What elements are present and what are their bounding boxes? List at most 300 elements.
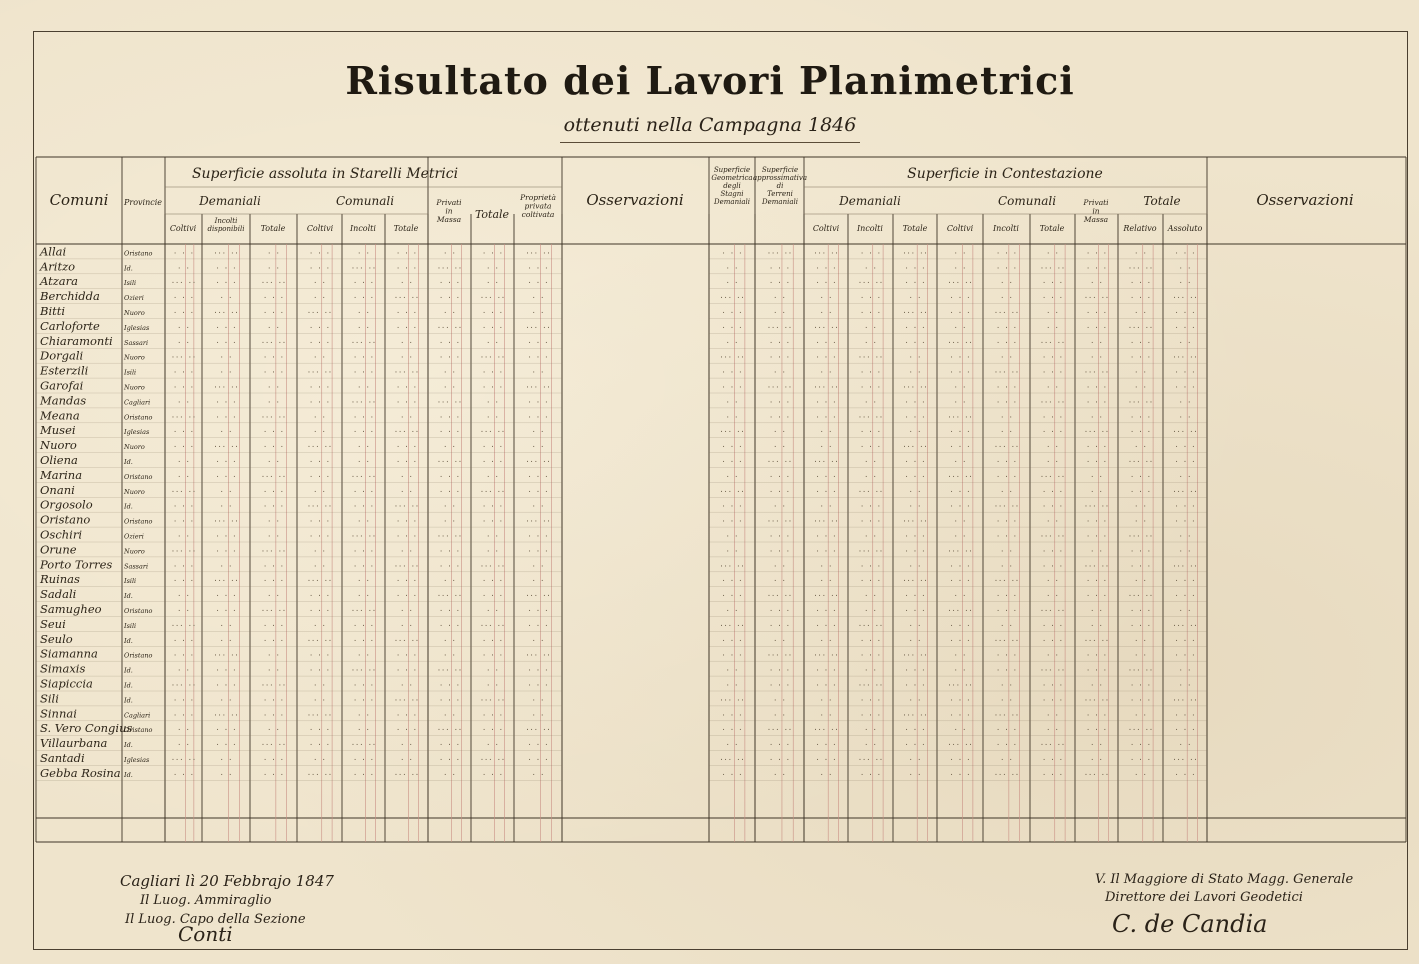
cell-mark: · · · bbox=[995, 249, 1018, 258]
cell-mark: · · · bbox=[215, 279, 237, 288]
cell-mark: · · bbox=[864, 607, 877, 615]
cell-mark: · · bbox=[1090, 279, 1103, 288]
cell-mark: · · · bbox=[815, 547, 837, 556]
header-totale-r: Totale bbox=[1143, 194, 1181, 208]
cell-mark: ··· ·· bbox=[1083, 636, 1110, 645]
row-comune: Orune bbox=[40, 542, 77, 557]
header-colti-l-com: Coltivi bbox=[306, 224, 334, 233]
cell-mark: ··· ·· bbox=[350, 666, 377, 675]
cell-mark: · · bbox=[1134, 502, 1147, 511]
cell-mark: ··· ·· bbox=[947, 279, 973, 288]
cell-mark: · · · bbox=[815, 279, 837, 288]
cell-mark: · · · bbox=[1041, 353, 1064, 362]
cell-mark: · · · bbox=[352, 487, 375, 496]
cell-mark: · · · bbox=[308, 458, 331, 466]
cell-mark: · · bbox=[819, 770, 833, 779]
cell-mark: ··· ·· bbox=[436, 726, 463, 735]
cell-mark: · · bbox=[1000, 294, 1013, 303]
cell-mark: · · bbox=[443, 651, 456, 660]
cell-mark: · · · bbox=[308, 472, 331, 481]
cell-mark: · · · bbox=[904, 666, 926, 675]
cell-mark: ··· ·· bbox=[857, 547, 884, 556]
cell-mark: · · · bbox=[815, 398, 837, 407]
cell-mark: · · · bbox=[262, 577, 285, 586]
cell-mark: · · · bbox=[527, 264, 549, 273]
cell-mark: · · bbox=[1000, 353, 1013, 362]
cell-mark: ··· ·· bbox=[902, 383, 928, 392]
header-privati-r-0: Privati bbox=[1083, 198, 1109, 207]
cell-mark: · · · bbox=[1174, 636, 1196, 645]
cell-mark: · · · bbox=[172, 443, 195, 452]
cell-mark: ··· ·· bbox=[393, 696, 420, 705]
cell-mark: · · bbox=[953, 517, 967, 526]
cell-mark: · · · bbox=[768, 398, 791, 407]
cell-mark: · · bbox=[219, 756, 233, 764]
cell-mark: ··· ·· bbox=[902, 249, 928, 258]
cell-mark: ··· ·· bbox=[525, 726, 551, 735]
cell-mark: · · · bbox=[215, 607, 237, 615]
cell-mark: · · bbox=[864, 323, 877, 332]
cell-mark: · · bbox=[357, 443, 370, 452]
cell-mark: · · · bbox=[995, 472, 1018, 481]
cell-mark: ··· ·· bbox=[766, 323, 793, 332]
right-signature: C. de Candia bbox=[1112, 910, 1268, 938]
cell-mark: · · · bbox=[1041, 696, 1064, 705]
cell-mark: · · · bbox=[395, 517, 418, 526]
cell-mark: ··· ·· bbox=[719, 428, 745, 437]
cell-mark: · · · bbox=[215, 413, 237, 422]
cell-mark: · · · bbox=[438, 607, 461, 615]
cell-mark: · · bbox=[443, 309, 456, 317]
cell-mark: ··· ·· bbox=[306, 502, 333, 511]
cell-mark: · · bbox=[773, 443, 786, 452]
header-totale-l-dem: Totale bbox=[260, 224, 286, 233]
cell-mark: · · bbox=[313, 487, 326, 496]
header-incolti-disp-0: Incolti bbox=[214, 217, 238, 225]
cell-mark: · · bbox=[177, 592, 190, 601]
cell-mark: · · · bbox=[352, 636, 375, 645]
cell-mark: · · bbox=[1178, 547, 1192, 556]
cell-mark: · · · bbox=[395, 651, 418, 660]
cell-mark: · · · bbox=[721, 726, 743, 735]
header-privati-l-1: in bbox=[445, 206, 453, 216]
cell-mark: ··· ·· bbox=[766, 517, 793, 526]
cell-mark: · · · bbox=[949, 309, 971, 317]
cell-mark: · · · bbox=[949, 756, 971, 764]
cell-mark: ··· ·· bbox=[813, 726, 839, 735]
cell-mark: · · · bbox=[352, 368, 375, 377]
cell-mark: ··· ·· bbox=[525, 651, 551, 660]
row-comune: Samugheo bbox=[40, 602, 102, 616]
cell-mark: · · · bbox=[172, 770, 195, 779]
row-provincia: Id. bbox=[124, 592, 133, 601]
cell-mark: · · · bbox=[527, 621, 549, 630]
cell-mark: ··· ·· bbox=[719, 562, 745, 571]
row-comune: Ruinas bbox=[40, 572, 80, 587]
cell-mark: · · bbox=[908, 756, 922, 764]
cell-mark: · · · bbox=[262, 487, 285, 496]
cell-mark: · · · bbox=[1174, 368, 1196, 377]
cell-mark: · · · bbox=[308, 532, 331, 541]
cell-mark: ··· ·· bbox=[813, 323, 839, 332]
cell-mark: · · · bbox=[352, 681, 375, 690]
cell-mark: ··· ·· bbox=[1172, 621, 1198, 630]
header-sup-geom-2: degli bbox=[723, 182, 741, 190]
cell-mark: · · bbox=[773, 770, 786, 779]
cell-mark: ··· ·· bbox=[766, 651, 793, 660]
row-provincia: Oristano bbox=[124, 413, 153, 422]
cell-mark: · · · bbox=[1085, 651, 1108, 660]
cell-mark: ··· ·· bbox=[213, 383, 239, 392]
cell-mark: · · bbox=[486, 666, 499, 675]
cell-mark: · · bbox=[773, 428, 786, 437]
cell-mark: ··· ·· bbox=[525, 517, 551, 526]
cell-mark: ··· ·· bbox=[479, 621, 506, 630]
cell-mark: · · · bbox=[721, 323, 743, 332]
cell-mark: ··· ·· bbox=[525, 458, 551, 466]
cell-mark: · · · bbox=[815, 413, 837, 422]
cell-mark: · · · bbox=[481, 323, 504, 332]
cell-mark: ··· ·· bbox=[350, 607, 377, 615]
cell-mark: · · · bbox=[1041, 547, 1064, 556]
cell-mark: ··· ·· bbox=[857, 681, 884, 690]
cell-mark: · · bbox=[773, 577, 786, 586]
cell-mark: ··· ·· bbox=[993, 443, 1020, 452]
cell-mark: · · bbox=[357, 309, 370, 317]
cell-mark: · · · bbox=[949, 577, 971, 586]
cell-mark: · · · bbox=[1041, 413, 1064, 422]
cell-mark: · · bbox=[864, 741, 877, 750]
cell-mark: · · bbox=[908, 487, 922, 496]
row-provincia: Id. bbox=[124, 696, 133, 705]
cell-mark: · · bbox=[313, 294, 326, 303]
cell-mark: · · · bbox=[815, 264, 837, 273]
cell-mark: · · bbox=[267, 726, 280, 735]
cell-mark: · · bbox=[486, 472, 499, 481]
cell-mark: ··· ·· bbox=[525, 249, 551, 258]
cell-mark: · · bbox=[725, 472, 739, 481]
cell-mark: · · · bbox=[1129, 472, 1152, 481]
cell-mark: · · bbox=[219, 562, 233, 571]
cell-mark: ··· ·· bbox=[813, 651, 839, 660]
cell-mark: ··· ·· bbox=[436, 592, 463, 601]
cell-mark: · · · bbox=[721, 502, 743, 511]
cell-mark: · · bbox=[1178, 681, 1192, 690]
document-title: Risultato dei Lavori Planimetrici bbox=[345, 58, 1075, 103]
cell-mark: ··· ·· bbox=[170, 487, 197, 496]
row-provincia: Nuoro bbox=[124, 547, 145, 556]
cell-mark: · · · bbox=[1085, 458, 1108, 466]
cell-mark: · · · bbox=[308, 264, 331, 273]
row-provincia: Oristano bbox=[124, 651, 153, 660]
cell-mark: ··· ·· bbox=[993, 711, 1020, 720]
cell-mark: ··· ·· bbox=[260, 741, 287, 750]
cell-mark: · · bbox=[531, 309, 545, 317]
cell-mark: · · bbox=[531, 294, 545, 303]
cell-mark: · · bbox=[864, 726, 877, 735]
cell-mark: · · bbox=[819, 636, 833, 645]
cell-mark: · · · bbox=[308, 338, 331, 347]
cell-mark: · · · bbox=[172, 651, 195, 660]
cell-mark: · · · bbox=[1085, 309, 1108, 317]
cell-mark: · · · bbox=[172, 294, 195, 303]
cell-mark: · · · bbox=[1174, 517, 1196, 526]
cell-mark: ··· ·· bbox=[766, 592, 793, 601]
cell-mark: ··· ·· bbox=[1127, 458, 1154, 466]
cell-mark: ··· ·· bbox=[213, 651, 239, 660]
cell-mark: · · · bbox=[721, 592, 743, 601]
cell-mark: · · bbox=[313, 681, 326, 690]
cell-mark: · · bbox=[177, 338, 190, 347]
cell-mark: · · · bbox=[527, 487, 549, 496]
cell-mark: · · bbox=[267, 249, 280, 258]
cell-mark: · · · bbox=[262, 770, 285, 779]
cell-mark: · · bbox=[443, 383, 456, 392]
cell-mark: ··· ·· bbox=[436, 532, 463, 541]
cell-mark: ··· ·· bbox=[436, 666, 463, 675]
cell-mark: ··· ·· bbox=[1083, 294, 1110, 303]
cell-mark: · · bbox=[819, 696, 833, 705]
cell-mark: · · bbox=[219, 428, 233, 437]
cell-mark: · · · bbox=[308, 517, 331, 526]
cell-mark: · · bbox=[953, 532, 967, 541]
row-comune: S. Vero Congius bbox=[40, 721, 133, 736]
row-comune: Sili bbox=[40, 691, 59, 706]
cell-mark: · · bbox=[725, 279, 739, 288]
cell-mark: · · bbox=[953, 458, 967, 466]
cell-mark: · · bbox=[219, 368, 233, 377]
cell-mark: · · bbox=[1046, 443, 1059, 452]
row-comune: Gebba Rosina bbox=[40, 765, 121, 780]
row-provincia: Nuoro bbox=[124, 309, 145, 317]
cell-mark: ··· ·· bbox=[766, 726, 793, 735]
header-osservazioni-r: Osservazioni bbox=[1256, 191, 1354, 209]
cell-mark: · · · bbox=[262, 562, 285, 571]
cell-mark: ··· ·· bbox=[1083, 696, 1110, 705]
row-comune: Oliena bbox=[40, 453, 78, 467]
cell-mark: · · bbox=[819, 502, 833, 511]
cell-mark: · · · bbox=[721, 711, 743, 720]
cell-mark: · · · bbox=[1085, 383, 1108, 392]
cell-mark: · · · bbox=[215, 532, 237, 541]
cell-mark: · · · bbox=[768, 532, 791, 541]
cell-mark: · · · bbox=[262, 711, 285, 720]
row-comune: Musei bbox=[40, 423, 76, 438]
cell-mark: · · · bbox=[1174, 249, 1196, 258]
cell-mark: ··· ·· bbox=[170, 353, 197, 362]
cell-mark: · · bbox=[1178, 741, 1192, 750]
row-provincia: Isili bbox=[124, 577, 137, 586]
cell-mark: ··· ·· bbox=[350, 741, 377, 750]
cell-mark: · · · bbox=[995, 458, 1018, 466]
cell-mark: · · bbox=[357, 726, 370, 735]
header-totale-main: Totale bbox=[474, 208, 510, 221]
cell-mark: · · bbox=[908, 696, 922, 705]
cell-mark: · · · bbox=[438, 696, 461, 705]
cell-mark: ··· ·· bbox=[857, 413, 884, 422]
cell-mark: · · · bbox=[721, 517, 743, 526]
cell-mark: · · bbox=[177, 741, 190, 750]
cell-mark: · · bbox=[864, 666, 877, 675]
cell-mark: · · bbox=[357, 577, 370, 586]
cell-mark: · · · bbox=[1174, 651, 1196, 660]
cell-mark: · · bbox=[219, 621, 233, 630]
cell-mark: · · · bbox=[352, 696, 375, 705]
cell-mark: ··· ·· bbox=[350, 398, 377, 407]
cell-mark: · · bbox=[908, 636, 922, 645]
cell-mark: · · bbox=[400, 741, 413, 750]
cell-mark: · · bbox=[1046, 309, 1059, 317]
cell-mark: · · · bbox=[172, 711, 195, 720]
cell-mark: ··· ·· bbox=[393, 368, 420, 377]
cell-mark: · · · bbox=[859, 636, 882, 645]
cell-mark: ··· ·· bbox=[993, 309, 1020, 317]
cell-mark: ··· ·· bbox=[813, 592, 839, 601]
header-privati-l-0: Privati bbox=[436, 198, 462, 207]
cell-mark: · · · bbox=[1085, 517, 1108, 526]
row-provincia: Isili bbox=[124, 279, 137, 288]
cell-mark: · · · bbox=[949, 711, 971, 720]
cell-mark: · · · bbox=[1129, 353, 1152, 362]
header-colti-l-dem: Coltivi bbox=[169, 224, 197, 233]
cell-mark: ··· ·· bbox=[306, 309, 333, 317]
cell-mark: · · · bbox=[481, 368, 504, 377]
cell-mark: · · · bbox=[215, 681, 237, 690]
cell-mark: · · bbox=[773, 294, 786, 303]
cell-mark: · · bbox=[953, 726, 967, 735]
cell-mark: · · bbox=[267, 383, 280, 392]
cell-mark: · · · bbox=[904, 547, 926, 556]
cell-mark: · · bbox=[1178, 472, 1192, 481]
cell-mark: · · · bbox=[1041, 428, 1064, 437]
cell-mark: · · · bbox=[1085, 323, 1108, 332]
cell-mark: · · · bbox=[352, 353, 375, 362]
row-provincia: Id. bbox=[124, 741, 133, 750]
cell-mark: · · bbox=[864, 472, 877, 481]
row-comune: Atzara bbox=[40, 274, 78, 289]
cell-mark: · · · bbox=[172, 309, 195, 317]
cell-mark: · · bbox=[219, 487, 233, 496]
cell-mark: · · · bbox=[768, 413, 791, 422]
cell-mark: · · bbox=[267, 398, 280, 407]
cell-mark: · · bbox=[531, 443, 545, 452]
cell-mark: · · · bbox=[1174, 502, 1196, 511]
cell-mark: ··· ·· bbox=[260, 338, 287, 347]
cell-mark: · · · bbox=[172, 368, 195, 377]
cell-mark: · · · bbox=[768, 547, 791, 556]
cell-mark: · · bbox=[1000, 681, 1013, 690]
row-provincia: Sassari bbox=[124, 562, 149, 571]
row-comune: Santadi bbox=[40, 751, 85, 765]
cell-mark: · · · bbox=[1174, 577, 1196, 586]
cell-mark: · · bbox=[313, 428, 326, 437]
cell-mark: ··· ·· bbox=[260, 681, 287, 690]
cell-mark: · · · bbox=[308, 398, 331, 407]
cell-mark: ··· ·· bbox=[479, 756, 506, 764]
cell-mark: · · · bbox=[904, 338, 926, 347]
header-sup-geom-3: Stagni bbox=[720, 190, 744, 198]
cell-mark: · · · bbox=[215, 666, 237, 675]
cell-mark: · · · bbox=[395, 249, 418, 258]
row-comune: Chiaramonti bbox=[40, 333, 113, 348]
cell-mark: · · · bbox=[904, 726, 926, 735]
cell-mark: · · · bbox=[949, 443, 971, 452]
cell-mark: · · · bbox=[815, 607, 837, 615]
cell-mark: ··· ·· bbox=[857, 621, 884, 630]
cell-mark: · · · bbox=[215, 726, 237, 735]
cell-mark: · · bbox=[1090, 353, 1103, 362]
row-comune: Sadali bbox=[40, 587, 77, 602]
cell-mark: ··· ·· bbox=[1083, 502, 1110, 511]
cell-mark: · · · bbox=[815, 487, 837, 496]
cell-mark: · · bbox=[400, 607, 413, 615]
cell-mark: · · bbox=[1090, 741, 1103, 750]
cell-mark: · · · bbox=[308, 741, 331, 750]
cell-mark: ··· ·· bbox=[1083, 368, 1110, 377]
cell-mark: · · bbox=[1046, 383, 1059, 392]
cell-mark: · · bbox=[1046, 711, 1059, 720]
cell-mark: · · · bbox=[527, 666, 549, 675]
cell-mark: · · · bbox=[527, 279, 549, 288]
cell-mark: · · · bbox=[395, 666, 418, 675]
row-comune: Siamanna bbox=[40, 646, 98, 661]
row-provincia: Id. bbox=[124, 264, 133, 273]
cell-mark: · · bbox=[357, 517, 370, 526]
row-provincia: Id. bbox=[124, 636, 133, 645]
cell-mark: · · · bbox=[215, 323, 237, 332]
cell-mark: · · · bbox=[1129, 607, 1152, 615]
cell-mark: · · · bbox=[949, 696, 971, 705]
cell-mark: · · bbox=[725, 666, 739, 675]
cell-mark: · · · bbox=[438, 741, 461, 750]
cell-mark: · · bbox=[1090, 621, 1103, 630]
cell-mark: · · · bbox=[904, 413, 926, 422]
cell-mark: · · · bbox=[1174, 443, 1196, 452]
cell-mark: · · bbox=[357, 651, 370, 660]
header-assoluto: Assoluto bbox=[1167, 224, 1203, 233]
cell-mark: · · bbox=[267, 651, 280, 660]
cell-mark: ··· ·· bbox=[170, 621, 197, 630]
cell-mark: · · bbox=[443, 636, 456, 645]
cell-mark: · · bbox=[443, 711, 456, 720]
cell-mark: · · · bbox=[395, 309, 418, 317]
cell-mark: · · · bbox=[768, 621, 791, 630]
cell-mark: · · bbox=[357, 383, 370, 392]
cell-mark: ··· ·· bbox=[350, 264, 377, 273]
row-provincia: Id. bbox=[124, 770, 133, 779]
row-provincia: Id. bbox=[124, 502, 133, 511]
cell-mark: · · · bbox=[395, 592, 418, 601]
cell-mark: · · · bbox=[527, 338, 549, 347]
cell-mark: · · bbox=[313, 547, 326, 556]
cell-mark: ··· ·· bbox=[1039, 338, 1066, 347]
header-totale-r-com: Totale bbox=[1039, 224, 1065, 233]
cell-mark: · · · bbox=[859, 577, 882, 586]
cell-mark: · · · bbox=[308, 666, 331, 675]
cell-mark: · · · bbox=[768, 338, 791, 347]
cell-mark: · · · bbox=[481, 517, 504, 526]
cell-mark: · · bbox=[1000, 487, 1013, 496]
row-provincia: Iglesias bbox=[124, 323, 150, 332]
cell-mark: · · · bbox=[1041, 770, 1064, 779]
cell-mark: · · bbox=[443, 770, 456, 779]
cell-mark: · · · bbox=[395, 443, 418, 452]
cell-mark: · · bbox=[1090, 547, 1103, 556]
cell-mark: · · bbox=[819, 711, 833, 720]
cell-mark: ··· ·· bbox=[947, 338, 973, 347]
cell-mark: · · bbox=[1134, 383, 1147, 392]
cell-mark: ··· ·· bbox=[306, 770, 333, 779]
